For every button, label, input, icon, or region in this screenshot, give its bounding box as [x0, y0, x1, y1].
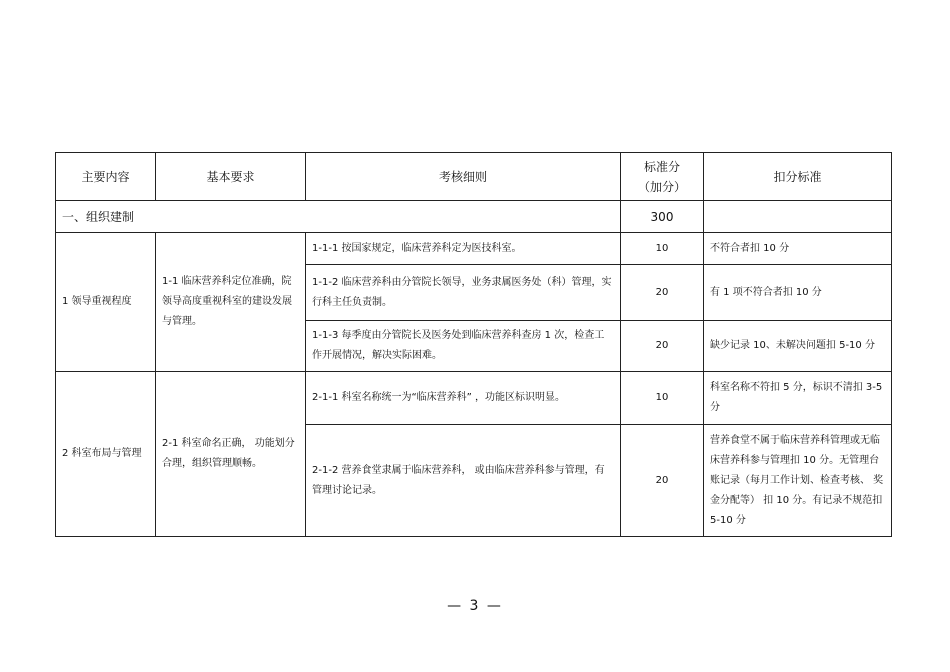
group2-content: 2 科室布局与管理 [56, 372, 156, 537]
header-basic-requirement: 基本要求 [156, 153, 306, 201]
deduct-2-1-2: 营养食堂不属于临床营养科管理或无临床营养科参与管理扣 10 分。无管理台账记录（每月工作计划、检查考核、 奖金分配等） 扣 10 分。有记录不规范扣 5-10 分 [704, 425, 892, 537]
group1-requirement: 1-1 临床营养科定位准确，院领导高度重视科室的建设发展与管理。 [156, 233, 306, 372]
deduct-1-1-1: 不符合者扣 10 分 [704, 233, 892, 265]
detail-2-1-2: 2-1-2 营养食堂隶属于临床营养科， 或由临床营养科参与管理，有管理讨论记录。 [306, 425, 621, 537]
score-2-1-1: 10 [621, 372, 704, 425]
detail-1-1-2: 1-1-2 临床营养科由分管院长领导，业务隶属医务处（科）管理，实行科主任负责制。 [306, 265, 621, 321]
header-row [56, 153, 892, 201]
header-score-line2: （加分） [637, 179, 686, 194]
section-title: 一、组织建制 [56, 201, 621, 233]
header-score-line1: 标准分 [643, 159, 680, 174]
table-row [56, 372, 892, 425]
table-row [56, 233, 892, 265]
header-score [621, 153, 704, 201]
deduct-1-1-2: 有 1 项不符合者扣 10 分 [704, 265, 892, 321]
score-1-1-3: 20 [621, 321, 704, 372]
header-deduct: 扣分标准 [704, 153, 892, 201]
group2-requirement: 2-1 科室命名正确， 功能划分合理，组织管理顺畅。 [156, 372, 306, 537]
score-1-1-1: 10 [621, 233, 704, 265]
page-number: — 3 — [447, 598, 503, 614]
section-score: 300 [621, 201, 704, 233]
section-row [56, 201, 892, 233]
score-1-1-2: 20 [621, 265, 704, 321]
assessment-table [55, 152, 892, 537]
deduct-1-1-3: 缺少记录 10、未解决问题扣 5-10 分 [704, 321, 892, 372]
header-main-content: 主要内容 [56, 153, 156, 201]
detail-1-1-3: 1-1-3 每季度由分管院长及医务处到临床营养科查房 1 次，检查工作开展情况，解决实际困难。 [306, 321, 621, 372]
deduct-2-1-1: 科室名称不符扣 5 分，标识不清扣 3-5 分 [704, 372, 892, 425]
score-2-1-2: 20 [621, 425, 704, 537]
section-empty-cell [704, 201, 892, 233]
group1-content: 1 领导重视程度 [56, 233, 156, 372]
header-detail: 考核细则 [306, 153, 621, 201]
detail-2-1-1: 2-1-1 科室名称统一为“临床营养科” ，功能区标识明显。 [306, 372, 621, 425]
detail-1-1-1: 1-1-1 按国家规定，临床营养科定为医技科室。 [306, 233, 621, 265]
